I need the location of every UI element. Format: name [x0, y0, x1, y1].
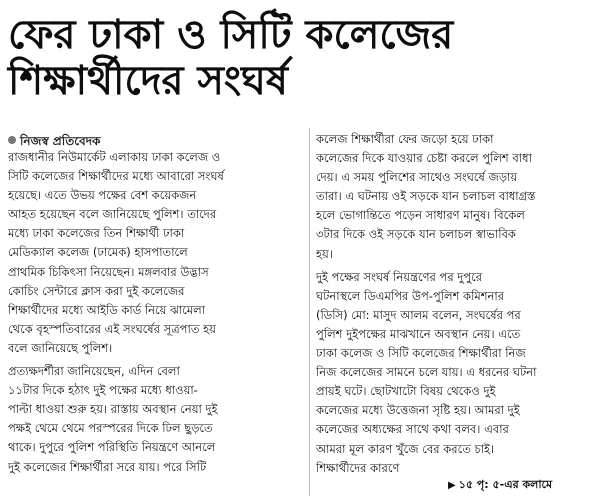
- text-line: প্রায়ই ঘটে। ছোটখাটো বিষয় থেকেও দুই: [316, 384, 496, 399]
- text-line: ৩টার দিকে ওই সড়কে যান চলাচল স্বাভাবিক: [316, 227, 516, 242]
- bullet-icon: [8, 136, 16, 144]
- column-divider: [309, 128, 310, 496]
- text-line: আমরা মূল কারণ খুঁজে বের করতে চাই।: [316, 441, 495, 456]
- text-line: পক্ষই থেমে থেমে পরস্পরের দিকে ঢিল ছুড়তে: [8, 421, 213, 436]
- right-column: [316, 130, 606, 482]
- text-line: পুলিশ দুইপক্ষের মাঝখানে অবস্থান নেয়। এতে: [316, 326, 521, 341]
- text-line: মেডিক্যাল কলেজ (ঢামেক) হাসপাতালে: [8, 245, 188, 260]
- text-line: নিজ কলেজের সামনে চলে যায়। এ ধরনের ঘটনা: [316, 365, 537, 380]
- text-line: পাল্টা ধাওয়া শুরু হয়। রাস্তায় অবস্থান নেয়া দুই: [8, 402, 218, 417]
- text-line: শিক্ষার্থীদের কারণে: [316, 460, 400, 475]
- text-line: বলে জানিয়েছে পুলিশ।: [8, 340, 113, 355]
- text-line: ঢাকা কলেজ ও সিটি কলেজের শিক্ষার্থীরা নিজ: [316, 346, 526, 361]
- text-line: কোচিং সেন্টারে ক্লাস করা দুই কলেজের: [8, 283, 185, 298]
- left-paragraph-2: [8, 362, 304, 477]
- text-line: হয়।: [316, 246, 333, 261]
- text-line: প্রাথমিক চিকিৎসা নিয়েছেন। মঙ্গলবার উদ্ভাস: [8, 264, 209, 279]
- left-paragraph-1: [8, 148, 304, 358]
- text-line: হলে ভোগান্তিতে পড়েন সাধারণ মানুষ। বিকেল: [316, 208, 525, 223]
- continuation-text: ১৫ পৃ: ৫-এর কলামে: [458, 478, 553, 491]
- text-line: শিক্ষার্থীদের মধ্যে আইডি কার্ড নিয়ে ঝামেলা: [8, 302, 206, 317]
- text-line: সিটি কলেজের শিক্ষার্থীদের মধ্যে আবারো সংঘর্ষ: [8, 169, 224, 184]
- text-line: কলেজ শিক্ষার্থীরা ফের জড়ো হয়ে ঢাকা: [316, 132, 494, 146]
- text-line: আহত হয়েছেন বলে জানিয়েছে পুলিশ। তাদের: [8, 207, 217, 222]
- headline-line-2: শিক্ষার্থীদের সংঘর্ষ: [8, 58, 288, 104]
- text-line: তারা। এ ঘটনায় ওই সড়কে যান চলাচল বাধাগ্রস্ত: [316, 189, 536, 204]
- right-paragraph-2: [316, 268, 606, 478]
- text-line: দুই কলেজের শিক্ষার্থীরা সরে যায়। পরে সিটি: [8, 459, 207, 474]
- continuation-note: [448, 476, 552, 495]
- text-line: রাজধানীর নিউমার্কেট এলাকায় ঢাকা কলেজ ও: [8, 150, 221, 164]
- headline-line-1: ফের ঢাকা ও সিটি কলেজের: [8, 12, 454, 58]
- text-line: ঘটনাস্থলে ডিএমপির উপ-পুলিশ কমিশনার: [316, 288, 505, 303]
- text-line: মধ্যে ঢাকা কলেজের তিন শিক্ষার্থী ঢাকা: [8, 226, 185, 241]
- triangle-right-icon: ▶: [448, 480, 456, 491]
- text-line: থেকে বৃহস্পতিবারের এই সংঘর্ষের সূত্রপাত হয়: [8, 321, 216, 336]
- text-line: কলেজের মধ্যে উত্তেজনা সৃষ্টি হয়। আমরা দুই: [316, 403, 520, 418]
- text-line: প্রত্যক্ষদর্শীরা জানিয়েছেন, এদিন বেলা: [8, 364, 180, 379]
- text-line: দেয়। এ সময় পুলিশের সাথেও সংঘর্ষে জড়ায়: [316, 170, 518, 185]
- text-line: কলেজের অধ্যক্ষের সাথে কথা বলব। এবার: [316, 422, 509, 437]
- text-line: দুই পক্ষের সংঘর্ষ নিয়ন্ত্রণের পর দুপুরে: [316, 269, 483, 284]
- right-paragraph-1: [316, 130, 606, 264]
- text-line: (ডিসি) মো: মাসুদ আলম বলেন, সংঘর্ষের পর: [316, 307, 521, 322]
- byline-text: নিজস্ব প্রতিবেদক: [20, 134, 101, 148]
- text-line: ১১টার দিকে হঠাৎ দুই পক্ষের মধ্যে ধাওয়া-: [8, 383, 198, 398]
- headline: [8, 12, 608, 104]
- text-line: হয়েছে। এতে উভয় পক্ষের বেশ কয়েকজন: [8, 188, 197, 203]
- left-column: [8, 148, 304, 481]
- text-line: কলেজের দিকে যাওয়ার চেষ্টা করলে পুলিশ বাধা: [316, 151, 532, 166]
- text-line: থাকে। দুপুরে পুলিশ পরিস্থিতি নিয়ন্ত্রণে আনলে: [8, 440, 216, 455]
